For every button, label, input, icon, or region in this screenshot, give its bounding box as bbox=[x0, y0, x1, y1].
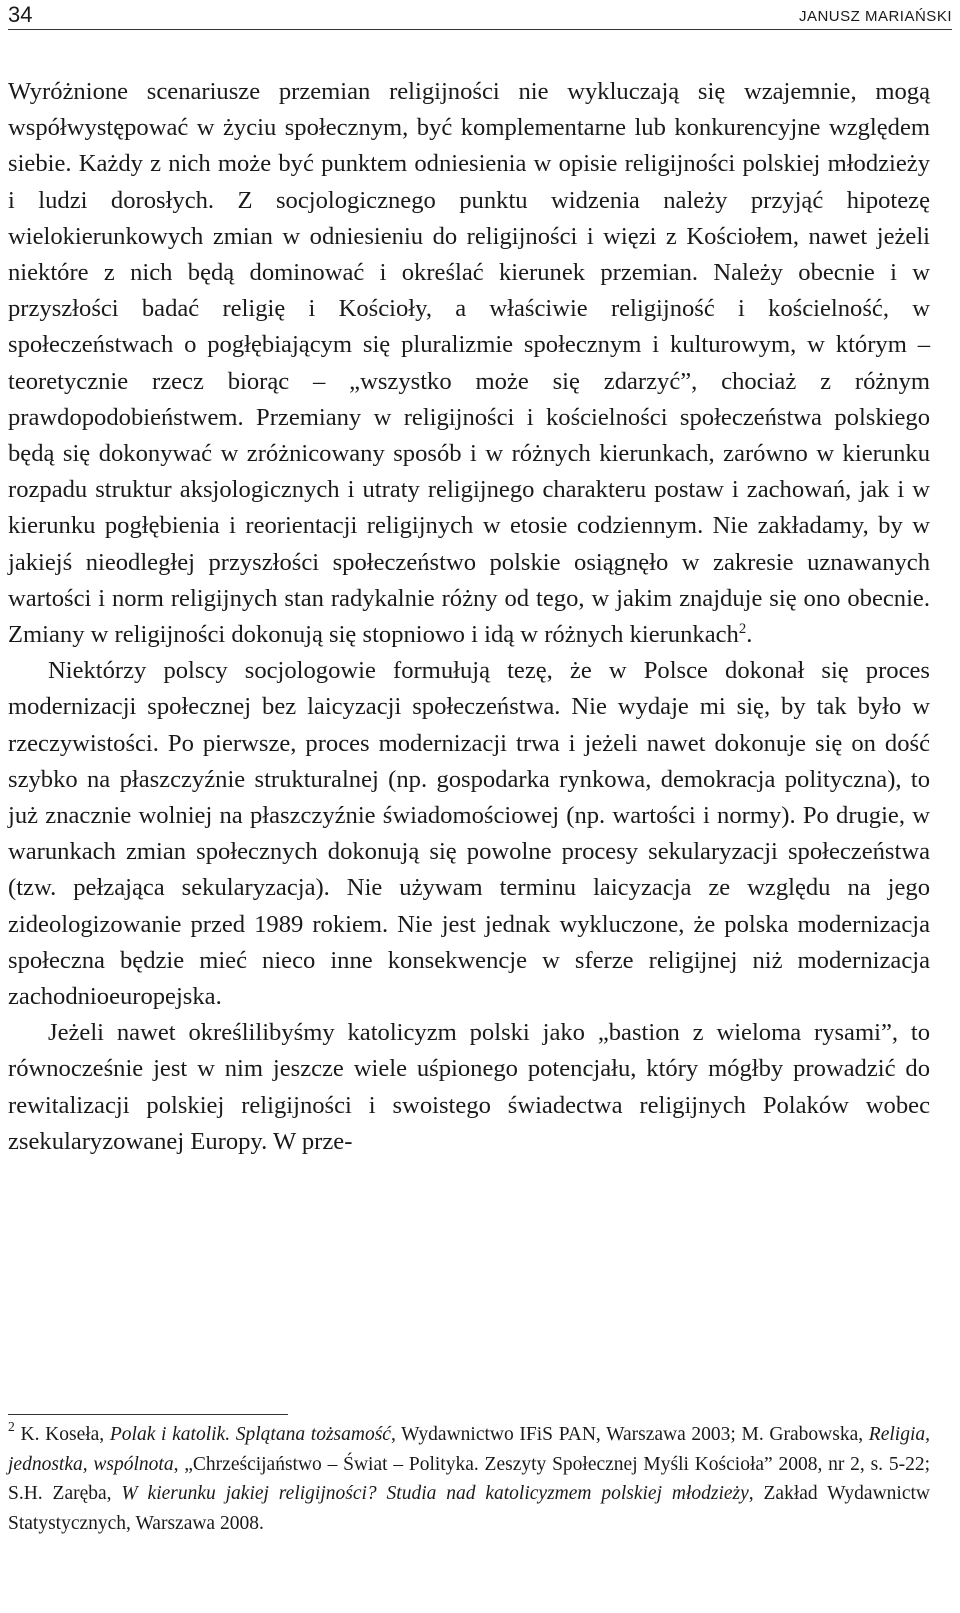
footnote-2-text bbox=[8, 1420, 930, 1538]
main-text bbox=[8, 74, 930, 1160]
paragraph-1-end: . bbox=[746, 621, 753, 649]
running-head-author: JANUSZ MARIAŃSKI bbox=[798, 8, 952, 25]
footnote-title-italic: Religia, jednostka, wspólnota bbox=[8, 1424, 930, 1475]
footnote-title-italic: Polak i katolik. Splątana tożsamość bbox=[109, 1424, 391, 1445]
footnote-2 bbox=[8, 1420, 930, 1538]
footnote-separator bbox=[8, 1414, 288, 1415]
footnote-number: 2 bbox=[8, 1419, 15, 1434]
paragraph-1 bbox=[8, 74, 930, 653]
footnote-text-part: K. Koseła, bbox=[14, 1424, 110, 1445]
footnote-title-italic: W kierunku jakiej religijności? Studia nad katolicyzmem polskiej młodzieży bbox=[121, 1483, 749, 1505]
footnote-ref-2[interactable]: 2 bbox=[738, 620, 747, 637]
paragraph-3: Jeżeli nawet określilibyśmy katolicyzm polski jako „bastion z wieloma rysami”, to równocześnie jest w nim jeszcze wiele uśpionego potencjału, który mógłby prowadzić do rewitalizacji polskiej religijności i swoistego świadectwa religijnych Polaków wobec zsekularyzowanej Europy. W prze- bbox=[8, 1019, 930, 1155]
footnote-text-part: , Wydawnictwo IFiS PAN, Warszawa 2003; M. Grabowska, bbox=[390, 1424, 869, 1445]
footnote-text-part: , Zakład Wydawnictw Statystycznych, Warszawa 2008. bbox=[8, 1483, 930, 1534]
header-rule bbox=[8, 29, 952, 30]
paragraph-2: Niektórzy polscy socjologowie formułują tezę, że w Polsce dokonał się proces modernizacji społecznej bez laicyzacji społeczeństwa. Nie wydaje mi się, by tak było w rzeczywistości. Po pierwsze, proces modernizacji trwa i jeżeli nawet dokonuje się on dość szybko na płaszczyźnie strukturalnej (np. gospodarka rynkowa, demokracja polityczna), to już znacznie wolniej na płaszczyźnie świadomościowej (np. wartości i normy). Po drugie, w warunkach zmian społecznych dokonują się powolne procesy sekularyzacji społeczeństwa (tzw. pełzająca sekularyzacja). Nie używam terminu laicyzacja ze względu na jego zideologizowanie przed 1989 rokiem. Nie jest jednak wykluczone, że polska modernizacja społeczna będzie mieć nieco inne konsekwencje w sferze religijnej niż modernizacja zachodnioeuropejska. bbox=[8, 657, 930, 1011]
footnote-text-part: , „Chrześcijaństwo – Świat – Polityka. Zeszyty Społecznej Myśli Kościoła” 2008, nr 2, s. 5-22; S.H. Zaręba, bbox=[8, 1453, 931, 1505]
page-header bbox=[8, 0, 952, 30]
paragraph-1-text: Wyróżnione scenariusze przemian religijności nie wykluczają się wzajemnie, mogą współwystępować w życiu społecznym, być komplementarne lub konkurencyjne względem siebie. Każdy z nich może być punktem odniesienia w opisie religijności polskiej młodzieży i ludzi dorosłych. Z socjologicznego punktu widzenia należy przyjąć hipotezę wielokierunkowych zmian w odniesieniu do religijności i więzi z Kościołem, nawet jeżeli niektóre z nich będą dominować i określać kierunek przemian. Należy obecnie i w przyszłości badać religię i Kościoły, a właściwie religijność i kościelność, w społeczeństwach o pogłębiającym się pluralizmie społecznym i kulturowym, w którym – teoretycznie rzecz biorąc – „wszystko może się zdarzyć”, chociaż z różnym prawdopodobieństwem. Przemiany w religijności i kościelności społeczeństwa polskiego będą się dokonywać w zróżnicowany sposób i w różnych kierunkach, zarówno w kierunku rozpadu struktur aksjologicznych i utraty religijnego charakteru postaw i zachowań, jak i w kierunku pogłębienia i reorientacji religijnych w etosie codziennym. Nie zakładamy, by w jakiejś nieodległej przyszłości społeczeństwo polskie osiągnęło w zakresie uznawanych wartości i norm religijnych stan radykalnie różny od tego, w jakim znajduje się ono obecnie. Zmiany w religijności dokonują się stopniowo i idą w różnych kierunkach bbox=[8, 78, 930, 649]
page-number: 34 bbox=[8, 2, 33, 27]
